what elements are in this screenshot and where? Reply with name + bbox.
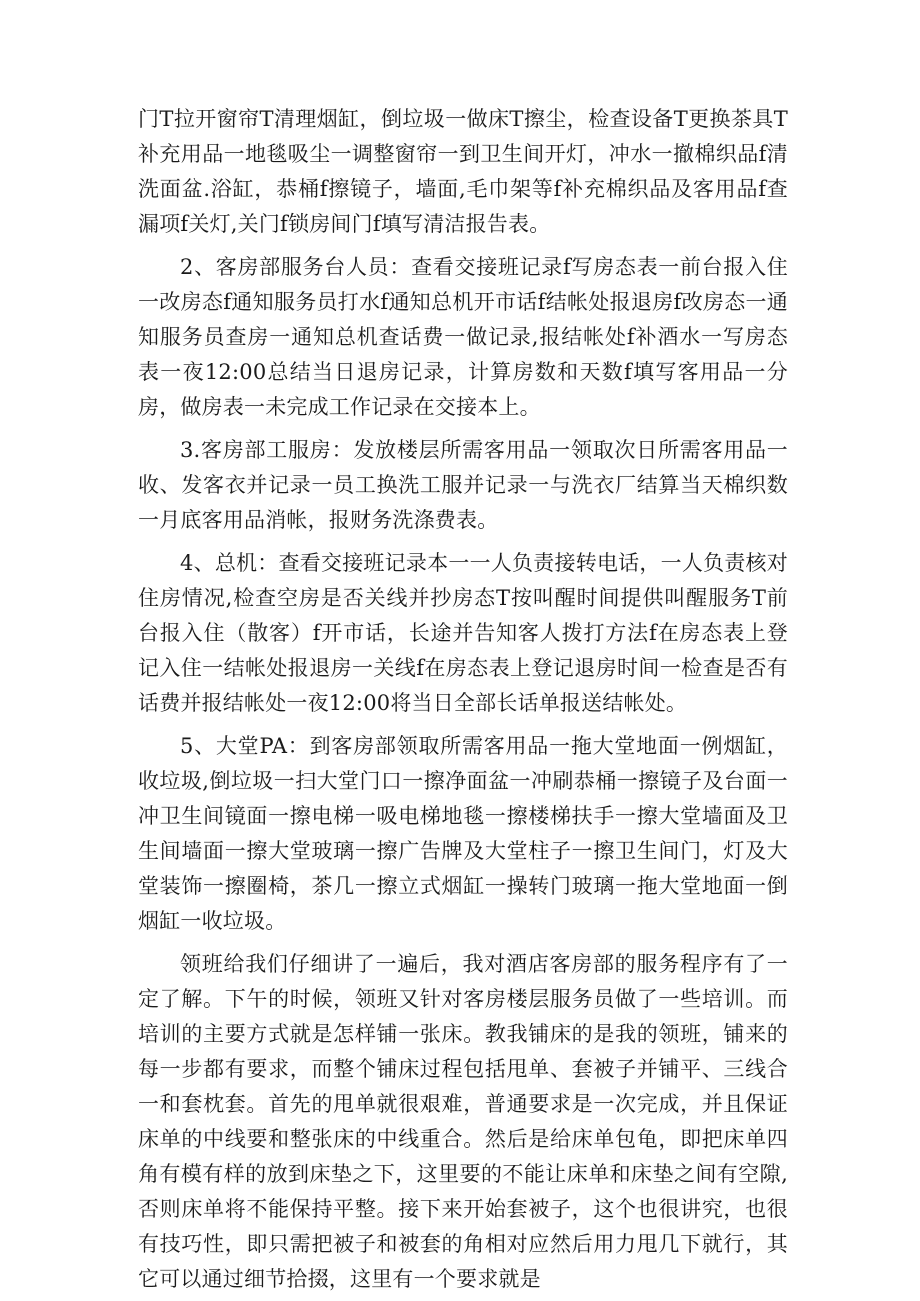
paragraph-bed-making-training: 领班给我们仔细讲了一遍后，我对酒店客房部的服务程序有了一定了解。下午的时候，领班又针对客房楼层服务员做了一些培训。而培训的主要方式就是怎样铺一张床。教我铺床的是我的领班，铺来的每一步都有要求，而整个铺床过程包括甩单、套被子并铺平、三线合一和套枕套。首先的甩单就很艰难，普通要求是一次完成，并且保证床单的中线要和整张床的中线重合。然后是给床单包龟，即把床单四角有模有样的放到床垫之下，这里要的不能让床单和床垫之间有空隙,否则床单将不能保持平整。接下来开始套被子，这个也很讲究，也很有技巧性，即只需把被子和被套的角相对应然后用力甩几下就行，其它可以通过细节拾掇，这里有一个要求就是 <box>138 952 788 1291</box>
paragraph-room-cleaning-steps: 门T拉开窗帘T清理烟缸，倒垃圾一做床T擦尘，检查设备T更换茶具T补充用品一地毯吸尘一调整窗帘一到卫生间开灯，冲水一撤棉织品f清洗面盆.浴缸，恭桶f擦镜子，墙面,毛巾架等f补充棉织品及客用品f查漏项f关灯,关门f锁房间门f填写清洁报告表。 <box>138 107 788 236</box>
paragraph-gap <box>138 721 788 729</box>
paragraph-front-desk-staff: 2、客房部服务台人员：查看交接班记录f写房态表一前台报入住一改房态f通知服务员打水f通知总机开市话f结帐处报退房f改房态一通知服务员查房一通知总机查话费一做记录,报结帐处f补酒水一写房态表一夜12:00总结当日退房记录，计算房数和天数f填写客用品一分房，做房表一未完成工作记录在交接本上。 <box>138 255 788 419</box>
paragraph-lobby-pa: 5、大堂PA：到客房部领取所需客用品一拖大堂地面一例烟缸，收垃圾,倒垃圾一扫大堂门口一擦净面盆一冲刷恭桶一擦镜子及台面一冲卫生间镜面一擦电梯一吸电梯地毯一擦楼梯扶手一擦大堂墙面及卫生间墙面一擦大堂玻璃一擦广告牌及大堂柱子一擦卫生间门，灯及大堂装饰一擦圈椅，茶几一擦立式烟缸一操转门玻璃一拖大堂地面一倒烟缸一收垃圾。 <box>138 734 788 933</box>
paragraph-gap <box>138 242 788 250</box>
paragraph-uniform-room: 3.客房部工服房：发放楼层所需客用品一领取次日所需客用品一收、发客衣并记录一员工换洗工服并记录一与洗衣厂结算当天棉织数一月底客用品消帐，报财务洗涤费表。 <box>138 438 788 532</box>
document-body <box>138 102 788 1297</box>
paragraph-switchboard: 4、总机：查看交接班记录本一一人负责接转电话，一人负责核对住房情况,检查空房是否关线并抄房态T按叫醒时间提供叫醒服务T前台报入住（散客）f开市话，长途并告知客人拨打方法f在房态表上登记入住一结帐处报退房一关线f在房态表上登记退房时间一检查是否有话费并报结帐处一夜12:00将当日全部长话单报送结帐处。 <box>138 551 788 715</box>
paragraph-gap <box>138 538 788 546</box>
paragraph-gap <box>138 939 788 947</box>
paragraph-gap <box>138 425 788 433</box>
